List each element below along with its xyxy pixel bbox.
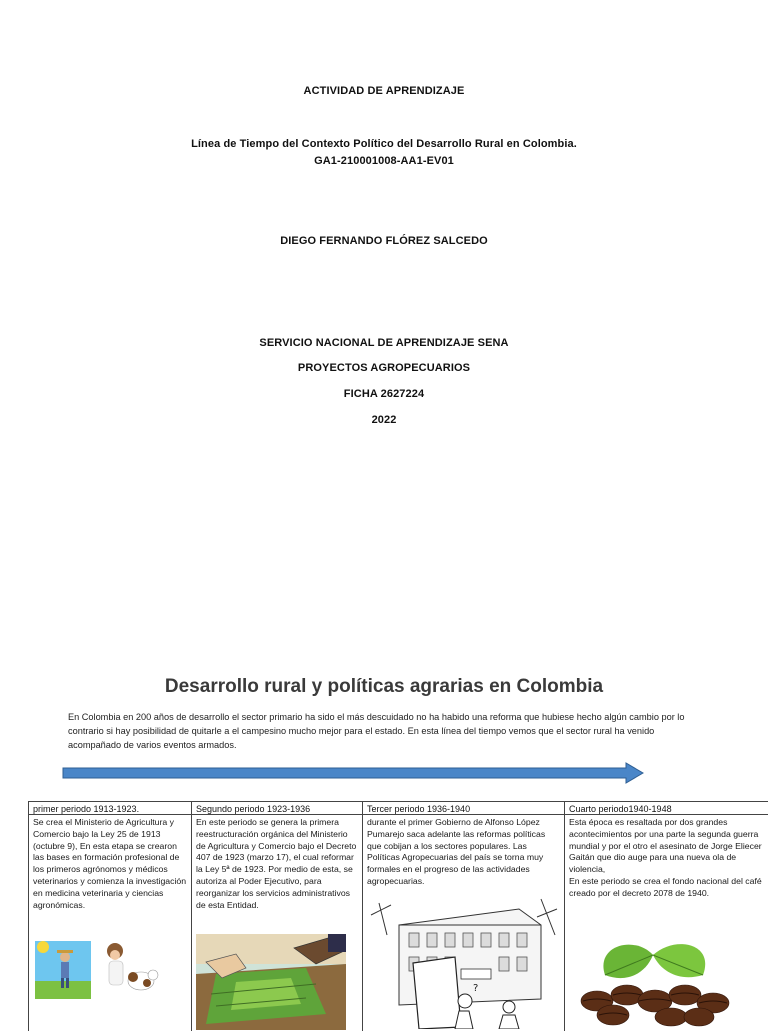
- timeline-heading: Desarrollo rural y políticas agrarias en Colombia: [164, 676, 604, 697]
- activity-title: ACTIVIDAD DE APRENDIZAJE: [303, 85, 465, 97]
- institution-name: SERVICIO NACIONAL DE APRENDIZAJE SENA: [259, 337, 509, 349]
- period-text: Esta época es resaltada por dos grandes acontecimientos por una parte la segunda guerra mundial y por el otro el asesinato de Jorge Eliecer Gaitán que dio auge para una nueva ola de violencia, En este periodo se crea el fondo nacional del café creado por el decreto 2078 de 1940.: [569, 817, 762, 898]
- period-header: Tercer periodo 1936-1940: [363, 801, 564, 815]
- period-text: En este periodo se genera la primera reestructuración orgánica del Ministerio de Agricultura y Comercio bajo el Decreto 407 de 1923 (marzo 17), el cual reformar la Ley 5ª de 1923. Por medio de esta, se autoriza al Poder Ejecutivo, para reorganizar los servicios administrativos de esta Entidad.: [196, 817, 357, 910]
- year: 2022: [371, 414, 397, 426]
- government-building-sketch: [369, 895, 559, 1029]
- timeline-arrow: [62, 762, 644, 784]
- coffee-beans-illustration: [575, 935, 735, 1027]
- period-cell: [192, 801, 363, 1031]
- period-text: Se crea el Ministerio de Agricultura y Comercio bajo la Ley 25 de 1913 (octubre 9), En esta etapa se crearon las bases en formación profesional de los primeros agrónomos y médicos veterinarios y comienza la investigación en medicina veterinaria y ciencias agronómicas.: [33, 817, 187, 910]
- period-header: Cuarto periodo1940-1948: [565, 801, 768, 815]
- period-header: Segundo periodo 1923-1936: [192, 801, 362, 815]
- farmer-and-vet-illustration: [33, 937, 161, 999]
- timeline-table: [28, 801, 768, 1031]
- svg-text:?: ?: [473, 983, 479, 994]
- period-cell: [363, 801, 565, 1031]
- ficha-number: FICHA 2627224: [343, 388, 425, 400]
- period-cell: [565, 801, 768, 1031]
- period-cell: [29, 801, 192, 1031]
- land-hands-illustration: [196, 934, 346, 1030]
- period-text: durante el primer Gobierno de Alfonso López Pumarejo saca adelante las reformas políticas que cobijan a los sectores populares. Las Políticas Agropecuarias del país se torna muy formales en el progreso de las actividades agropecuarias.: [367, 817, 546, 886]
- activity-code: GA1-210001008-AA1-EV01: [314, 155, 454, 167]
- period-header: primer periodo 1913-1923.: [29, 801, 191, 815]
- author-name: DIEGO FERNANDO FLÓREZ SALCEDO: [280, 235, 488, 247]
- timeline-intro: En Colombia en 200 años de desarrollo el sector primario ha sido el más descuidado no ha habido una reforma que hubiese hecho algún cambio por lo contrario si hay posibilidad de quitarle a el campesino mucho mejor para el estado. En esta línea del tiempo vemos que el sector rural ha venido acompañado de varios eventos armados.: [68, 712, 685, 750]
- program-name: PROYECTOS AGROPECUARIOS: [297, 362, 471, 374]
- document-title: Línea de Tiempo del Contexto Político del Desarrollo Rural en Colombia.: [191, 138, 577, 150]
